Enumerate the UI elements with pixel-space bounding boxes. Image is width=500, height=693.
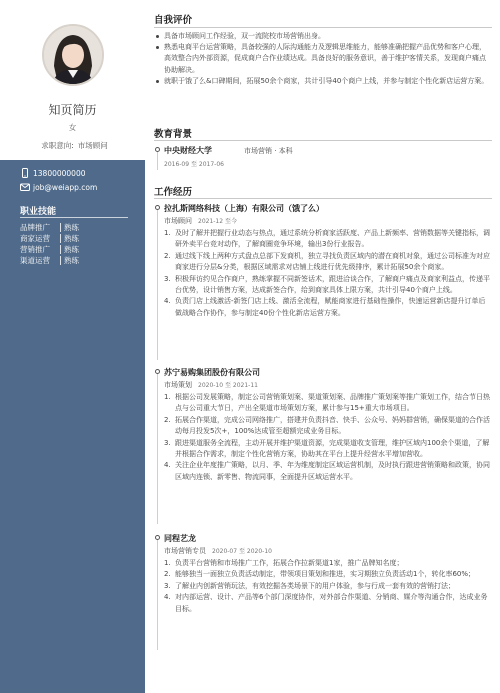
education-divider xyxy=(154,140,492,141)
duty-text: 能够独当一面独立负责活动制定，带领项目策划和推进，实习期独立负责活动1个，转化率60%； xyxy=(175,570,476,579)
duty-text: 负责平台营销和市场推广工作，拓展合作拉新渠道1家，推广品牌知名度； xyxy=(175,559,404,567)
job-timeline xyxy=(157,538,158,650)
profile-name: 知页简历 xyxy=(48,103,97,117)
skill-divider xyxy=(60,223,61,232)
job-duties xyxy=(164,228,492,319)
timeline-dot xyxy=(155,147,160,152)
skill-item xyxy=(20,222,79,233)
duty-text: 根据公司发展策略，制定公司营销策划案、渠道策划案、品牌推广策划案等推广策划工作，结合节日热点与公司重大节日，产出全渠道市场策划方案，累计参与15+重大市场项目。 xyxy=(175,393,490,413)
duty-text: 对内部运营、设计、产品等6个部门深度协作，对外部合作渠道、分销商、媒介等沟通合作，达成业务目标。 xyxy=(175,593,488,613)
education-title: 教育背景 xyxy=(154,129,193,140)
duty-item xyxy=(164,228,492,251)
job-date: 2020-10 至 2021-11 xyxy=(198,382,258,389)
duty-text: 关注企业年度推广策略，以月、季、年为维度制定区域运营机制，及时执行跟进营销策略和政策，协同区域内连锁、新零售、物流同事，全面提升区域运营水平。 xyxy=(175,461,490,481)
duty-item xyxy=(164,460,492,483)
skill-level: 熟练 xyxy=(64,223,79,232)
job-role-row xyxy=(164,546,272,556)
duty-number: 4. xyxy=(164,297,171,306)
skill-level: 熟练 xyxy=(64,234,79,243)
duty-number: 4. xyxy=(164,461,171,470)
skill-divider xyxy=(60,234,61,243)
job-timeline xyxy=(157,208,158,360)
job-duties xyxy=(164,558,492,615)
job-date: 2021-12 至今 xyxy=(198,218,237,225)
timeline-dot xyxy=(155,205,160,210)
duty-item xyxy=(164,569,492,580)
education-major: 市场营销 · 本科 xyxy=(244,147,293,155)
duty-item xyxy=(164,581,492,592)
education-date: 2016-09 至 2017-06 xyxy=(164,161,224,168)
skills-title: 职业技能 xyxy=(20,207,57,217)
self-eval-list xyxy=(154,31,490,87)
duty-number: 3. xyxy=(164,274,171,283)
main-content xyxy=(154,0,492,693)
duty-number: 2. xyxy=(164,251,171,260)
skill-name: 商家运营 xyxy=(20,234,50,243)
job-date: 2020-07 至 2020-10 xyxy=(212,548,272,555)
job-company: 拉扎斯网络科技（上海）有限公司（饿了么） xyxy=(164,204,324,213)
avatar xyxy=(42,24,104,86)
profile-gender: 女 xyxy=(68,123,77,132)
duty-text: 及时了解并把握行业动态与热点，通过系统分析商家活跃度、产品上新频率、营销数据等关键指标，调研外卖平台竞对动作，了解商圈竞争环境，输出3份行业报告。 xyxy=(175,229,490,249)
sidebar xyxy=(0,0,145,693)
duty-number: 1. xyxy=(164,229,171,237)
skill-divider xyxy=(60,256,61,265)
timeline-dot xyxy=(155,535,160,540)
duty-item xyxy=(164,558,492,569)
self-eval-title: 自我评价 xyxy=(154,15,193,26)
work-title: 工作经历 xyxy=(154,187,193,198)
duty-text: 跟进渠道服务全流程，主动开展并维护渠道资源，完成渠道收支管理，维护区域内100余个渠道，了解并根据合作需求，制定个性化营销方案，协助其在平台上提升经营水平增加营收。 xyxy=(175,438,490,459)
duty-item xyxy=(164,274,492,297)
job-company: 苏宁易购集团股份有限公司 xyxy=(164,368,260,377)
skills-divider xyxy=(20,217,128,218)
school-name: 中央财经大学 xyxy=(164,146,212,155)
phone-icon xyxy=(20,168,30,178)
email-text: job@weiapp.com xyxy=(33,182,98,192)
skill-name: 渠道运营 xyxy=(20,256,50,265)
skills-list xyxy=(20,222,79,266)
duty-text: 负责门店上线激活-新签门店上线、激活全流程，赋能商家进行基础性操作，快速运营新店提升订单后做战略合作协作，参与制定40份个性化新店运营方案。 xyxy=(175,297,486,317)
duty-number: 3. xyxy=(164,438,171,447)
job-duties xyxy=(164,392,492,483)
skill-divider xyxy=(60,245,61,254)
email-icon xyxy=(20,182,30,192)
duty-text: 通过线下线上两种方式盘点总部下发商机，独立寻找负责区域内的潜在商机对象，通过公司标准为对应商家进行分层&分类，根据区域需求对店铺上线进行优先级排序，累计拓展50余个商家。 xyxy=(175,251,490,272)
skill-level: 熟练 xyxy=(64,245,79,254)
skill-item xyxy=(20,233,79,244)
job-role: 市场顾问 xyxy=(164,217,192,225)
education-date-row xyxy=(164,159,224,168)
job-intent xyxy=(0,140,145,151)
duty-item xyxy=(164,296,492,319)
job-intent-value: 市场顾问 xyxy=(77,141,108,150)
skill-item xyxy=(20,244,79,255)
contact-phone xyxy=(20,168,86,178)
duty-text: 积极拜访约见合作商户，熟练掌握不同新签话术，跟进洽谈合作，了解商户痛点及商家利益点，传递平台优势，设计销售方案，达成新签合作，给到商家具体上限方案，共计引导40个商户上线。 xyxy=(175,274,490,295)
job-role-row xyxy=(164,216,237,226)
job-role-row xyxy=(164,380,258,390)
self-eval-item: 具备市场顾问工作经验，双一流院校市场营销出身。 xyxy=(154,31,490,42)
duty-number: 4. xyxy=(164,593,171,602)
skill-item xyxy=(20,255,79,266)
duty-item xyxy=(164,392,492,415)
timeline-dot xyxy=(155,369,160,374)
self-eval-divider xyxy=(154,27,492,28)
duty-item xyxy=(164,438,492,461)
job-role: 市场策划 xyxy=(164,381,192,389)
self-eval-item: 就职于饿了么&口碑期间，拓展50余个商家，共计引导40个商户上线，并参与制定个性化新店运营方案。 xyxy=(154,76,490,87)
duty-text: 了解业内创新营销玩法，有效挖掘各类场景下的用户体验，参与行成一套有效的营销打法； xyxy=(175,581,455,590)
duty-number: 1. xyxy=(164,393,171,401)
job-intent-label: 求职意向: xyxy=(41,141,74,150)
duty-number: 3. xyxy=(164,581,171,590)
work-divider xyxy=(154,198,492,199)
duty-text: 拓展合作渠道，完成公司网络推广，搭建并负责抖音、快手、公众号、妈妈群营销，确保渠道的合作活动每月投发5次+，100%达成管至超额完成业务目标。 xyxy=(175,415,490,436)
profile-card xyxy=(0,0,145,160)
duty-item xyxy=(164,415,492,438)
duty-item xyxy=(164,592,492,615)
skill-name: 品牌推广 xyxy=(20,223,50,232)
job-company: 同程艺龙 xyxy=(164,534,196,543)
contact-email xyxy=(20,182,97,192)
duty-number: 2. xyxy=(164,415,171,424)
skill-name: 营销推广 xyxy=(20,245,50,254)
duty-item xyxy=(164,251,492,274)
job-role: 市场营销专员 xyxy=(164,547,206,555)
job-timeline xyxy=(157,372,158,524)
duty-number: 1. xyxy=(164,559,171,567)
skill-level: 熟练 xyxy=(64,256,79,265)
phone-text: 13800000000 xyxy=(33,168,86,178)
duty-number: 2. xyxy=(164,570,171,579)
self-eval-item: 熟悉电商平台运营策略，具备较强的人际沟通能力及逻辑思维能力，能够准确把握产品优势和客户心理，高效整合内外部资源，促成商户合作业绩达成。具备良好的服务意识，善于维护客情关系，发现商户痛点协助解决。 xyxy=(154,42,490,76)
